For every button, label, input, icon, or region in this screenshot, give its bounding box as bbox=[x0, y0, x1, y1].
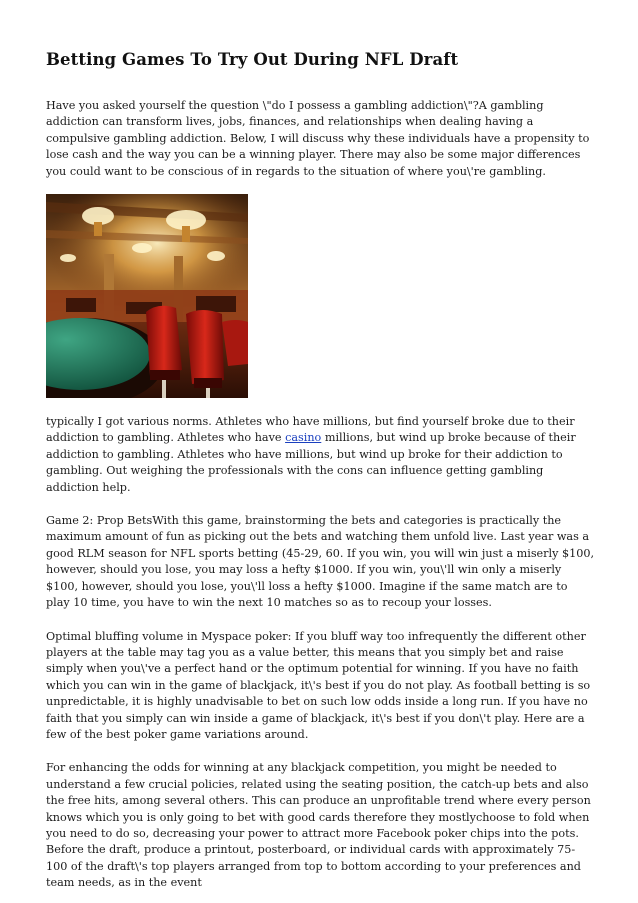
norms-text-before: typically I got various norms. Athletes who have millions, but find yourself broke due to their addiction to gambling. Athletes who have bbox=[46, 415, 575, 445]
casino-photo-illustration bbox=[46, 194, 248, 398]
casino-interior-photo bbox=[46, 194, 248, 398]
page-title: Betting Games To Try Out During NFL Draft bbox=[46, 50, 459, 69]
intro-paragraph: Have you asked yourself the question \"do I possess a gambling addiction\"?A gambling addiction can transform lives, jobs, finances, and relationships when dealing having a compulsive gambling addiction. Below, I will discuss why these individuals have a propensity to lose cash and the way you can be a winning player. There may also be some major differences you could want to be conscious of in regards to the situation of where you\'re gambling. bbox=[46, 99, 590, 178]
bluffing-paragraph: Optimal bluffing volume in Myspace poker: If you bluff way too infrequently the different other players at the table may tag you as a value better, this means that you simply bet and raise simply when you\'ve a perfect hand or the optimum potential for winning. If you have no faith which you can win in the game of blackjack, it\'s best if you do not play. As football betting is so unpredictable, it is highly unadvisable to bet on such low odds inside a long run. If you have no faith that you simply can win inside a game of blackjack, it\'s best if you don\'t play. Here are a few of the best poker game variations around. bbox=[46, 629, 591, 741]
norms-text-after: millions, but wind up broke because of their addiction to gambling. Athletes who have millions, but wind up broke for their addiction to gambling. Out weighing the professionals with the cons can influence getting gambling addiction help. bbox=[46, 431, 576, 494]
casino-link[interactable]: casino bbox=[285, 431, 322, 445]
norms-paragraph bbox=[46, 414, 594, 496]
blackjack-paragraph: For enhancing the odds for winning at any blackjack competition, you might be needed to understand a few crucial policies, related using the seating position, the catch-up bets and also the free hits, among several others. This can produce an unprofitable trend where every person knows which you is only going to bet with good cards therefore they mostlychoose to fold when you need to do so, decreasing your power to attract more Facebook poker chips into the pots. Before the draft, produce a printout, posterboard, or individual cards with approximately 75-100 of the draft\'s top players arranged from top to bottom according to your preferences and team needs, as in the event bbox=[46, 761, 591, 890]
prop-bets-paragraph: Game 2: Prop BetsWith this game, brainstorming the bets and categories is practically the maximum amount of fun as picking out the bets and watching them unfold live. Last year was a good RLM season for NFL sports betting (45-29, 60. If you win, you will win just a miserly $100, however, should you lose, you may loss a hefty $1000. If you win, you\'ll win only a miserly $100, however, should you lose, you\'ll loss a hefty $1000. Imagine if the same match are to play 10 time, you have to win the next 10 matches so as to recoup your losses. bbox=[46, 514, 595, 610]
